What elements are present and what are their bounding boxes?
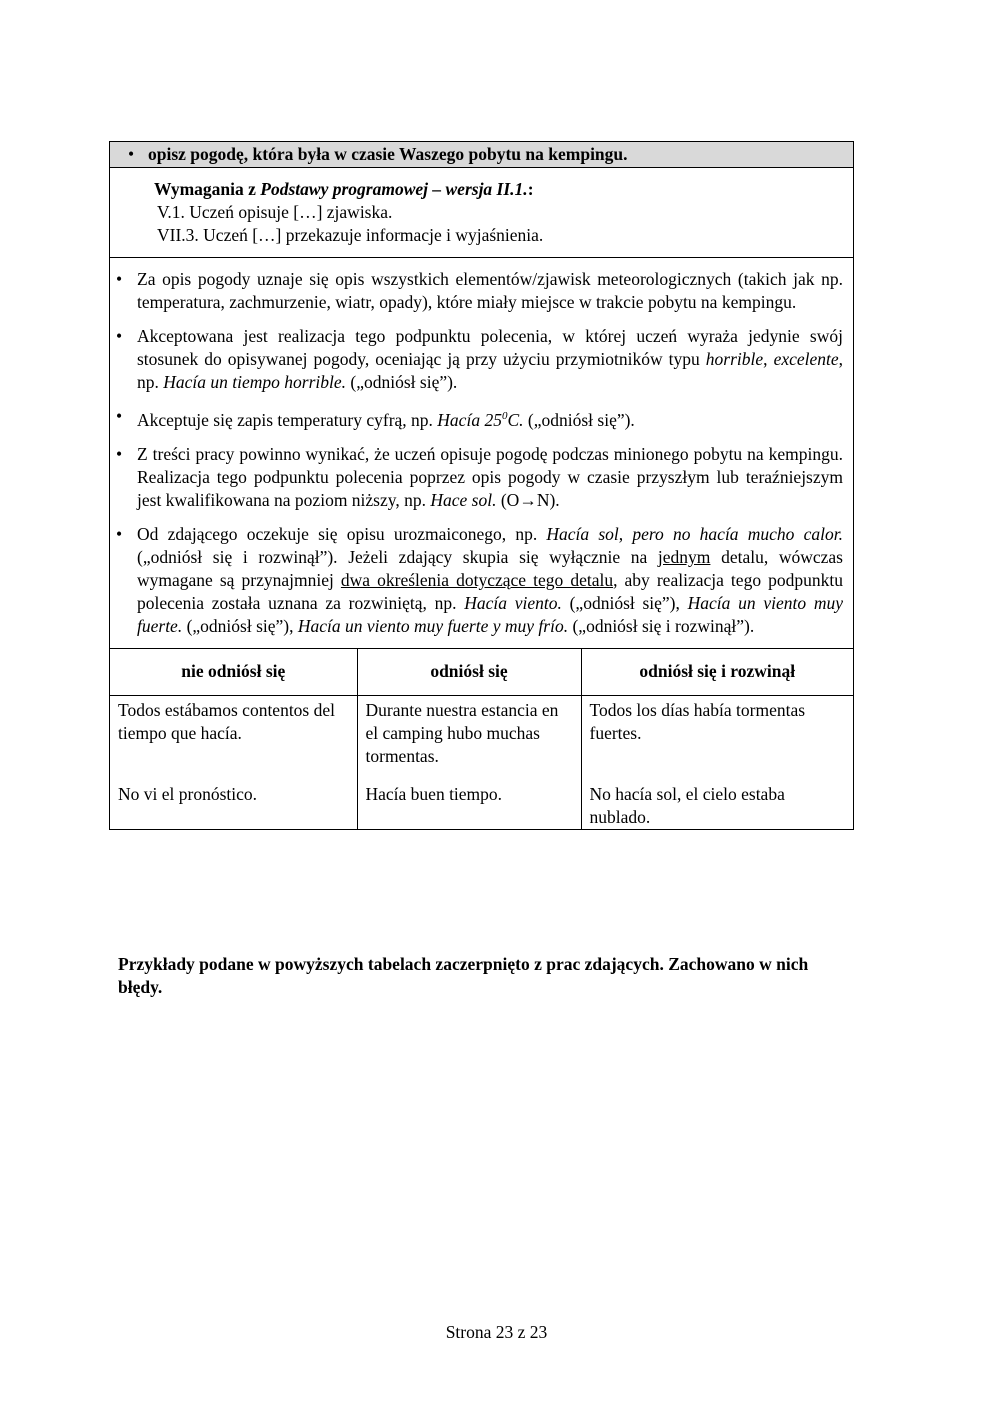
rule-item: • Za opis pogody uznaje się opis wszystkich elementów/zjawisk meteorologicznych (takich jak np. temperatura, zachmurzenie, wiatr, opady), które miały miejsce w trakcie pobytu na kempingu. <box>116 269 843 312</box>
column-header: odniósł się <box>357 648 581 695</box>
table-row <box>110 783 853 829</box>
rule-item: • Z treści pracy powinno wynikać, że uczeń opisuje pogodę podczas minionego pobytu na kempingu. Realizacja tego podpunktu polecenia poprzez opis pogody w czasie przyszłym lub teraźniejszym jest kwalifikowana na poziom niższy, np. Hace sol. (O→N). <box>116 443 843 510</box>
rule-item: • Od zdającego oczekuje się opisu urozmaiconego, np. Hacía sol, pero no hacía mucho calor. („odniósł się i rozwinął”). Jeżeli zdający skupia się wyłącznie na jednym detalu, wówczas wymagane są przynajmniej dwa określenia dotyczące tego detalu, aby realizacja tego podpunktu polecenia została uznana za rozwiniętą, np. Hacía viento. („odniósł się”), Hacía un viento muy fuerte. („odniósł się”), Hacía un viento muy fuerte y muy frío. („odniósł się i rozwinął”). <box>116 523 844 636</box>
requirement-line: V.1. Uczeń opisuje […] zjawiska. <box>157 202 393 222</box>
requirements-title: Wymagania z Podstawy programowej – wersja II.1.: <box>154 179 534 199</box>
bullet-icon: • <box>116 326 123 346</box>
rules-list <box>110 258 853 648</box>
table-cell: Todos estábamos contentos del tiempo que hacía. <box>118 699 335 743</box>
table-cell: Durante nuestra estancia en el camping hubo muchas tormentas. <box>357 695 581 783</box>
table-cell: Hacía buen tiempo. <box>357 783 581 829</box>
table-header-row <box>110 648 853 695</box>
table-cell: No vi el pronóstico. <box>118 783 258 804</box>
examples-table <box>110 648 853 829</box>
bullet-icon: • <box>116 443 123 464</box>
task-title: opisz pogodę, która była w czasie Waszego pobytu na kempingu. <box>148 144 628 164</box>
bullet-icon: • <box>128 144 135 164</box>
rule-item: • Akceptowana jest realizacja tego podpunktu polecenia, w której uczeń wyraża jedynie swój stosunek do opisywanej pogody, oceniając ją przy użyciu przymiotników typu horrible, excelente, np. Hacía un tiempo horrible. („odniósł się”). <box>116 326 844 392</box>
bullet-icon: • <box>116 406 123 426</box>
table-cell: Todos los días había tormentas fuertes. <box>581 695 853 783</box>
examples-note: Przykłady podane w powyższych tabelach zaczerpnięto z prac zdających. Zachowano w nich błędy. <box>118 954 809 997</box>
page-number: Strona 23 z 23 <box>445 1322 548 1342</box>
column-header: nie odniósł się <box>110 648 357 695</box>
column-header: odniósł się i rozwinął <box>581 648 853 695</box>
bullet-icon: • <box>116 269 123 289</box>
requirements-section <box>110 168 853 258</box>
scoring-frame <box>109 141 854 830</box>
table-row <box>110 695 853 783</box>
table-cell: No hacía sol, el cielo estaba nublado. <box>581 783 853 829</box>
bullet-icon: • <box>116 523 123 544</box>
task-header <box>110 142 853 168</box>
requirement-line: VII.3. Uczeń […] przekazuje informacje i wyjaśnienia. <box>157 225 544 245</box>
rule-item: • Akceptuje się zapis temperatury cyfrą, np. Hacía $25^0C$. („odniósł się”). <box>116 406 635 430</box>
